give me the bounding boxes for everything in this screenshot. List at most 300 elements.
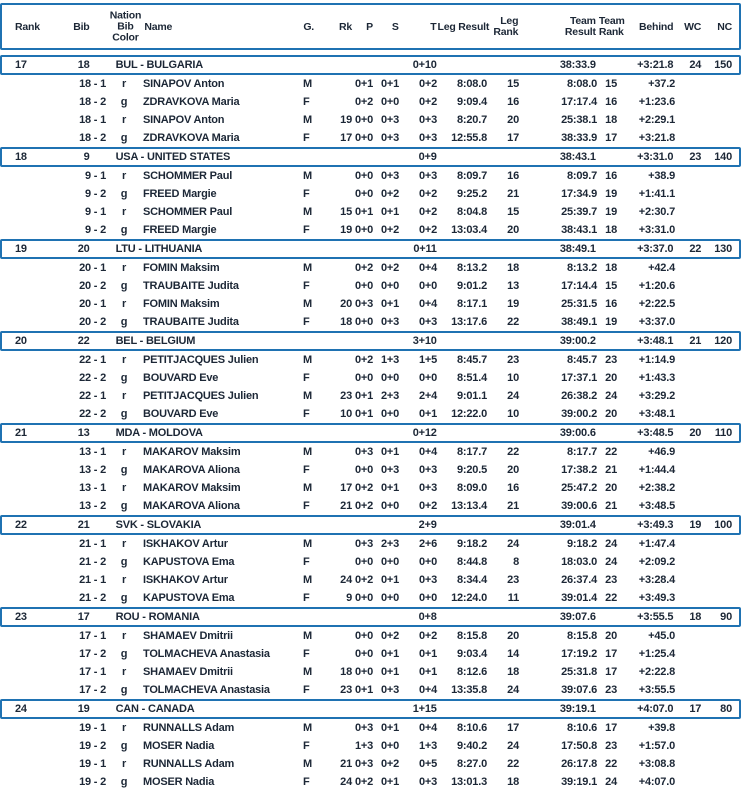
athlete-team-rank: 21: [605, 464, 617, 476]
header-team-rank-line1: Team: [598, 14, 625, 27]
athlete-gender: F: [303, 500, 310, 512]
athlete-standing: 0+3: [380, 114, 399, 126]
team-leg-rows: [0, 351, 741, 423]
team-wc-points: 23: [689, 151, 702, 163]
athlete-prone: 0+2: [354, 354, 373, 366]
athlete-team-rank: 17: [605, 132, 617, 144]
athlete-bib-leg: 13 - 1: [79, 446, 106, 458]
athlete-bib-leg: 9 - 2: [84, 224, 106, 236]
athlete-leg-row: [0, 111, 741, 129]
athlete-bib-leg: 19 - 1: [79, 758, 106, 770]
athlete-team-result: 39:01.4: [561, 592, 597, 604]
team-summary-row: [0, 55, 741, 75]
athlete-leg-row: [0, 553, 741, 571]
athlete-shooting-total: 0+2: [418, 206, 437, 218]
athlete-behind: +2:22.5: [638, 298, 675, 310]
athlete-behind: +3:48.5: [638, 500, 675, 512]
athlete-gender: M: [303, 390, 312, 402]
athlete-behind: +1:41.1: [638, 188, 675, 200]
athlete-gender: M: [303, 114, 312, 126]
athlete-bib-color: r: [121, 354, 127, 366]
team-nc-points: 80: [720, 703, 732, 715]
athlete-leg-rank: 19: [507, 298, 519, 310]
athlete-team-result: 25:31.5: [561, 298, 597, 310]
athlete-leg-row: [0, 589, 741, 607]
team-rank: 18: [15, 151, 27, 163]
athlete-leg-row: [0, 755, 741, 773]
athlete-name: MAKAROVA Aliona: [143, 464, 240, 476]
athlete-bib-leg: 9 - 1: [84, 170, 106, 182]
athlete-bib-leg: 21 - 1: [79, 538, 106, 550]
athlete-prone: 0+0: [354, 648, 373, 660]
athlete-team-rank: 16: [605, 96, 617, 108]
athlete-leg-result: 9:20.5: [457, 464, 487, 476]
header-nation-line3: Color: [112, 31, 139, 43]
athlete-prone: 0+2: [354, 482, 373, 494]
athlete-team-result: 8:45.7: [567, 354, 597, 366]
athlete-behind: +3:55.5: [638, 684, 675, 696]
athlete-behind: +39.8: [648, 722, 675, 734]
athlete-standing: 0+2: [380, 262, 399, 274]
athlete-leg-row: [0, 221, 741, 239]
athlete-name: TOLMACHEVA Anastasia: [143, 684, 270, 696]
team-behind: +3:48.5: [637, 427, 674, 439]
athlete-rk: 19: [340, 114, 352, 126]
athlete-leg-result: 8:09.7: [457, 170, 487, 182]
athlete-leg-rank: 24: [507, 684, 519, 696]
athlete-gender: M: [303, 298, 312, 310]
athlete-team-result: 17:38.2: [561, 464, 597, 476]
athlete-name: SCHOMMER Paul: [143, 170, 233, 182]
athlete-team-result: 38:49.1: [561, 316, 597, 328]
athlete-standing: 0+1: [380, 574, 399, 586]
team-shooting-total: 2+9: [418, 519, 437, 531]
athlete-leg-result: 8:20.7: [457, 114, 487, 126]
athlete-name: ZDRAVKOVA Maria: [143, 132, 240, 144]
athlete-team-result: 39:07.6: [561, 684, 597, 696]
team-result: 39:01.4: [559, 519, 596, 531]
athlete-standing: 0+0: [380, 280, 399, 292]
athlete-bib-color: r: [121, 446, 127, 458]
athlete-team-result: 8:13.2: [567, 262, 597, 274]
athlete-team-rank: 24: [605, 538, 617, 550]
athlete-team-result: 25:39.7: [561, 206, 597, 218]
team-rank: 17: [15, 59, 27, 71]
athlete-gender: M: [303, 630, 312, 642]
athlete-team-rank: 20: [605, 482, 617, 494]
athlete-leg-rank: 20: [507, 114, 519, 126]
athlete-leg-rank: 22: [507, 758, 519, 770]
athlete-team-result: 39:19.1: [561, 776, 597, 788]
team-result: 39:07.6: [559, 611, 596, 623]
athlete-leg-result: 12:22.0: [451, 408, 487, 420]
athlete-prone: 0+0: [354, 556, 373, 568]
athlete-shooting-total: 0+4: [418, 684, 437, 696]
athlete-leg-result: 13:01.3: [451, 776, 487, 788]
athlete-leg-row: [0, 627, 741, 645]
athlete-gender: F: [303, 592, 310, 604]
team-shooting-total: 0+9: [418, 151, 437, 163]
team-behind: +3:49.3: [637, 519, 674, 531]
athlete-shooting-total: 0+3: [418, 482, 437, 494]
athlete-name: SHAMAEV Dmitrii: [143, 630, 233, 642]
athlete-shooting-total: 0+2: [418, 78, 437, 90]
header-nation-line1: Nation: [109, 9, 142, 21]
athlete-prone: 0+2: [354, 776, 373, 788]
team-bib: 20: [77, 243, 90, 255]
athlete-prone: 0+3: [354, 298, 373, 310]
athlete-leg-result: 8:34.4: [457, 574, 487, 586]
team-summary-row: [0, 147, 741, 167]
athlete-gender: M: [303, 354, 312, 366]
athlete-bib-leg: 20 - 2: [79, 280, 106, 292]
athlete-leg-row: [0, 405, 741, 423]
team-name: MDA - MOLDOVA: [115, 427, 203, 439]
athlete-leg-result: 13:03.4: [451, 224, 487, 236]
athlete-bib-color: r: [121, 262, 127, 274]
athlete-standing: 0+0: [380, 500, 399, 512]
athlete-rk: 19: [340, 224, 352, 236]
athlete-gender: F: [303, 96, 310, 108]
team-leg-rows: [0, 719, 741, 791]
athlete-standing: 0+0: [380, 372, 399, 384]
athlete-prone: 0+0: [354, 132, 373, 144]
athlete-team-rank: 20: [605, 630, 617, 642]
athlete-team-rank: 17: [605, 722, 617, 734]
athlete-gender: F: [303, 372, 310, 384]
team-group: [0, 331, 741, 423]
athlete-leg-result: 8:17.7: [457, 446, 487, 458]
athlete-bib-color: r: [121, 722, 127, 734]
athlete-bib-leg: 17 - 1: [79, 666, 106, 678]
header-behind: Behind: [638, 20, 674, 33]
athlete-bib-leg: 9 - 2: [84, 188, 106, 200]
header-team-rank: [597, 16, 625, 38]
athlete-prone: 0+3: [354, 446, 373, 458]
athlete-name: MAKAROV Maksim: [143, 482, 241, 494]
athlete-prone: 0+1: [354, 206, 373, 218]
athlete-gender: F: [303, 740, 310, 752]
athlete-behind: +2:22.8: [638, 666, 675, 678]
athlete-leg-row: [0, 443, 741, 461]
athlete-name: RUNNALLS Adam: [143, 722, 235, 734]
athlete-team-rank: 19: [605, 316, 617, 328]
athlete-bib-leg: 21 - 1: [79, 574, 106, 586]
athlete-bib-color: g: [120, 224, 128, 236]
athlete-team-rank: 16: [605, 170, 617, 182]
athlete-bib-color: g: [120, 132, 128, 144]
athlete-leg-row: [0, 737, 741, 755]
athlete-leg-row: [0, 129, 741, 147]
athlete-gender: M: [303, 538, 312, 550]
athlete-leg-rank: 24: [507, 740, 519, 752]
athlete-team-result: 17:34.9: [561, 188, 597, 200]
team-nc-points: 120: [714, 335, 732, 347]
athlete-name: SCHOMMER Paul: [143, 206, 233, 218]
athlete-standing: 0+2: [380, 188, 399, 200]
athlete-team-rank: 22: [605, 592, 617, 604]
athlete-behind: +1:44.4: [638, 464, 675, 476]
athlete-team-rank: 17: [605, 648, 617, 660]
header-bib: Bib: [73, 20, 90, 33]
athlete-team-rank: 20: [605, 372, 617, 384]
team-name: CAN - CANADA: [115, 703, 195, 715]
athlete-gender: F: [303, 188, 310, 200]
athlete-leg-rank: 14: [507, 648, 519, 660]
athlete-behind: +3:37.0: [638, 316, 675, 328]
athlete-leg-result: 9:40.2: [457, 740, 487, 752]
athlete-leg-result: 9:01.2: [457, 280, 487, 292]
athlete-shooting-total: 0+3: [418, 114, 437, 126]
athlete-prone: 0+0: [354, 114, 373, 126]
team-nc-points: 130: [714, 243, 732, 255]
header-nation-bib-color-stack: [110, 10, 141, 43]
athlete-bib-color: g: [120, 316, 128, 328]
athlete-prone: 0+0: [354, 464, 373, 476]
athlete-leg-rank: 24: [507, 538, 519, 550]
athlete-bib-color: g: [120, 96, 128, 108]
team-name: LTU - LITHUANIA: [115, 243, 203, 255]
athlete-standing: 0+0: [380, 556, 399, 568]
athlete-bib-color: g: [120, 648, 128, 660]
team-bib: 22: [77, 335, 90, 347]
athlete-team-result: 39:00.2: [561, 408, 597, 420]
athlete-behind: +38.9: [648, 170, 675, 182]
athlete-standing: 0+1: [380, 666, 399, 678]
team-rank: 19: [15, 243, 27, 255]
athlete-gender: F: [303, 132, 310, 144]
team-leg-rows: [0, 75, 741, 147]
header-total-shooting: T: [430, 20, 437, 33]
athlete-team-rank: 23: [605, 574, 617, 586]
athlete-team-result: 8:10.6: [567, 722, 597, 734]
team-nc-points: 100: [714, 519, 732, 531]
athlete-shooting-total: 0+3: [418, 170, 437, 182]
athlete-bib-color: g: [120, 408, 128, 420]
team-name: BUL - BULGARIA: [115, 59, 203, 71]
team-summary-row: [0, 607, 741, 627]
athlete-bib-leg: 22 - 2: [79, 408, 106, 420]
team-behind: +3:48.1: [637, 335, 674, 347]
header-team-result: [520, 16, 597, 38]
athlete-team-rank: 18: [605, 114, 617, 126]
athlete-behind: +1:23.6: [638, 96, 675, 108]
athlete-shooting-total: 0+3: [418, 464, 437, 476]
athlete-leg-row: [0, 479, 741, 497]
athlete-bib-leg: 21 - 2: [79, 592, 106, 604]
athlete-team-result: 8:09.7: [567, 170, 597, 182]
athlete-team-rank: 24: [605, 556, 617, 568]
athlete-team-rank: 22: [605, 446, 617, 458]
team-nc-points: 110: [714, 427, 732, 439]
athlete-bib-color: r: [121, 758, 127, 770]
athlete-leg-row: [0, 773, 741, 791]
athlete-standing: 0+2: [380, 224, 399, 236]
athlete-team-rank: 19: [605, 206, 617, 218]
athlete-behind: +2:09.2: [638, 556, 675, 568]
athlete-bib-color: g: [120, 500, 128, 512]
table-header-row: [0, 3, 741, 50]
athlete-bib-color: r: [121, 538, 127, 550]
athlete-rk: 9: [346, 592, 352, 604]
athlete-bib-leg: 19 - 2: [79, 776, 106, 788]
athlete-gender: F: [303, 408, 310, 420]
athlete-gender: M: [303, 170, 312, 182]
athlete-team-rank: 24: [605, 776, 617, 788]
team-rank: 22: [15, 519, 27, 531]
athlete-prone: 1+3: [354, 740, 373, 752]
athlete-prone: 0+0: [354, 316, 373, 328]
athlete-bib-color: g: [120, 188, 128, 200]
athlete-name: FREED Margie: [143, 188, 217, 200]
athlete-rk: 23: [340, 390, 352, 402]
athlete-bib-color: g: [120, 592, 128, 604]
athlete-shooting-total: 2+6: [418, 538, 437, 550]
athlete-bib-leg: 13 - 1: [79, 482, 106, 494]
athlete-name: MAKAROVA Aliona: [143, 500, 240, 512]
team-summary-row: [0, 423, 741, 443]
athlete-name: MAKAROV Maksim: [143, 446, 241, 458]
team-result: 39:00.6: [559, 427, 596, 439]
athlete-rk: 17: [340, 132, 352, 144]
athlete-prone: 0+2: [354, 96, 373, 108]
athlete-prone: 0+1: [354, 408, 373, 420]
header-leg-rank: [488, 16, 521, 38]
athlete-leg-result: 8:09.0: [457, 482, 487, 494]
athlete-behind: +2:30.7: [638, 206, 675, 218]
athlete-leg-result: 9:03.4: [457, 648, 487, 660]
athlete-team-rank: 15: [605, 78, 617, 90]
athlete-gender: M: [303, 666, 312, 678]
athlete-team-result: 8:15.8: [567, 630, 597, 642]
athlete-team-rank: 21: [605, 500, 617, 512]
athlete-bib-color: g: [120, 464, 128, 476]
athlete-gender: F: [303, 556, 310, 568]
header-standing: S: [391, 20, 399, 33]
athlete-prone: 0+3: [354, 722, 373, 734]
athlete-standing: 0+3: [380, 132, 399, 144]
team-bib: 9: [83, 151, 90, 163]
team-wc-points: 19: [689, 519, 702, 531]
team-nc-points: 90: [720, 611, 732, 623]
header-leg-rank-line2: Rank: [493, 25, 519, 38]
athlete-leg-rank: 16: [507, 482, 519, 494]
athlete-team-result: 38:43.1: [561, 224, 597, 236]
athlete-leg-row: [0, 387, 741, 405]
athlete-team-result: 17:50.8: [561, 740, 597, 752]
athlete-shooting-total: 1+3: [418, 740, 437, 752]
team-result: 38:43.1: [559, 151, 596, 163]
athlete-prone: 0+0: [354, 372, 373, 384]
athlete-leg-row: [0, 93, 741, 111]
team-summary-row: [0, 515, 741, 535]
athlete-leg-rank: 15: [507, 206, 519, 218]
team-summary-row: [0, 239, 741, 259]
team-rank: 23: [15, 611, 27, 623]
athlete-name: TOLMACHEVA Anastasia: [143, 648, 270, 660]
header-name: Name: [144, 20, 173, 33]
athlete-standing: 0+1: [380, 78, 399, 90]
team-bib: 18: [77, 59, 90, 71]
athlete-standing: 0+3: [380, 316, 399, 328]
athlete-bib-leg: 19 - 1: [79, 722, 106, 734]
athlete-prone: 0+0: [354, 666, 373, 678]
athlete-leg-row: [0, 167, 741, 185]
athlete-leg-rank: 10: [507, 408, 519, 420]
athlete-team-result: 17:14.4: [561, 280, 597, 292]
athlete-behind: +3:31.0: [638, 224, 675, 236]
athlete-leg-row: [0, 295, 741, 313]
team-rank: 20: [15, 335, 27, 347]
athlete-leg-rank: 20: [507, 224, 519, 236]
athlete-name: ZDRAVKOVA Maria: [143, 96, 240, 108]
athlete-team-rank: 24: [605, 390, 617, 402]
athlete-standing: 0+1: [380, 298, 399, 310]
athlete-gender: F: [303, 776, 310, 788]
header-leg-result: Leg Result: [437, 20, 490, 33]
athlete-standing: 0+1: [380, 648, 399, 660]
athlete-shooting-total: 0+3: [418, 316, 437, 328]
athlete-leg-rank: 22: [507, 316, 519, 328]
athlete-leg-rank: 18: [507, 776, 519, 788]
athlete-behind: +1:47.4: [638, 538, 675, 550]
athlete-shooting-total: 0+1: [418, 648, 437, 660]
athlete-team-result: 8:17.7: [567, 446, 597, 458]
athlete-leg-result: 8:51.4: [457, 372, 487, 384]
header-rk: Rk: [339, 20, 353, 33]
athlete-team-result: 17:37.1: [561, 372, 597, 384]
athlete-gender: F: [303, 684, 310, 696]
athlete-leg-result: 8:15.8: [457, 630, 487, 642]
athlete-leg-rank: 22: [507, 446, 519, 458]
athlete-bib-leg: 17 - 2: [79, 648, 106, 660]
athlete-leg-result: 12:55.8: [451, 132, 487, 144]
team-name: USA - UNITED STATES: [115, 151, 231, 163]
athlete-leg-row: [0, 351, 741, 369]
athlete-leg-rank: 16: [507, 96, 519, 108]
athlete-shooting-total: 0+0: [418, 372, 437, 384]
athlete-behind: +1:43.3: [638, 372, 675, 384]
athlete-leg-row: [0, 277, 741, 295]
team-wc-points: 17: [689, 703, 702, 715]
athlete-prone: 0+3: [354, 538, 373, 550]
athlete-name: ISKHAKOV Artur: [143, 574, 228, 586]
athlete-shooting-total: 0+3: [418, 776, 437, 788]
athlete-prone: 0+3: [354, 758, 373, 770]
athlete-rk: 24: [340, 776, 352, 788]
athlete-bib-color: r: [121, 114, 127, 126]
athlete-shooting-total: 0+1: [418, 408, 437, 420]
athlete-team-result: 17:19.2: [561, 648, 597, 660]
athlete-name: PETITJACQUES Julien: [143, 354, 259, 366]
athlete-name: BOUVARD Eve: [143, 408, 219, 420]
athlete-rk: 21: [340, 500, 352, 512]
athlete-gender: M: [303, 78, 312, 90]
athlete-gender: F: [303, 224, 310, 236]
athlete-behind: +3:28.4: [638, 574, 675, 586]
athlete-prone: 0+1: [354, 78, 373, 90]
athlete-team-rank: 18: [605, 224, 617, 236]
athlete-gender: F: [303, 316, 310, 328]
athlete-leg-result: 9:01.1: [457, 390, 487, 402]
team-group: [0, 55, 741, 147]
athlete-standing: 2+3: [380, 390, 399, 402]
team-name: ROU - ROMANIA: [115, 611, 200, 623]
athlete-leg-result: 8:44.8: [457, 556, 487, 568]
header-team-result-line1: Team: [569, 14, 596, 27]
team-behind: +3:55.5: [637, 611, 674, 623]
athlete-leg-row: [0, 75, 741, 93]
